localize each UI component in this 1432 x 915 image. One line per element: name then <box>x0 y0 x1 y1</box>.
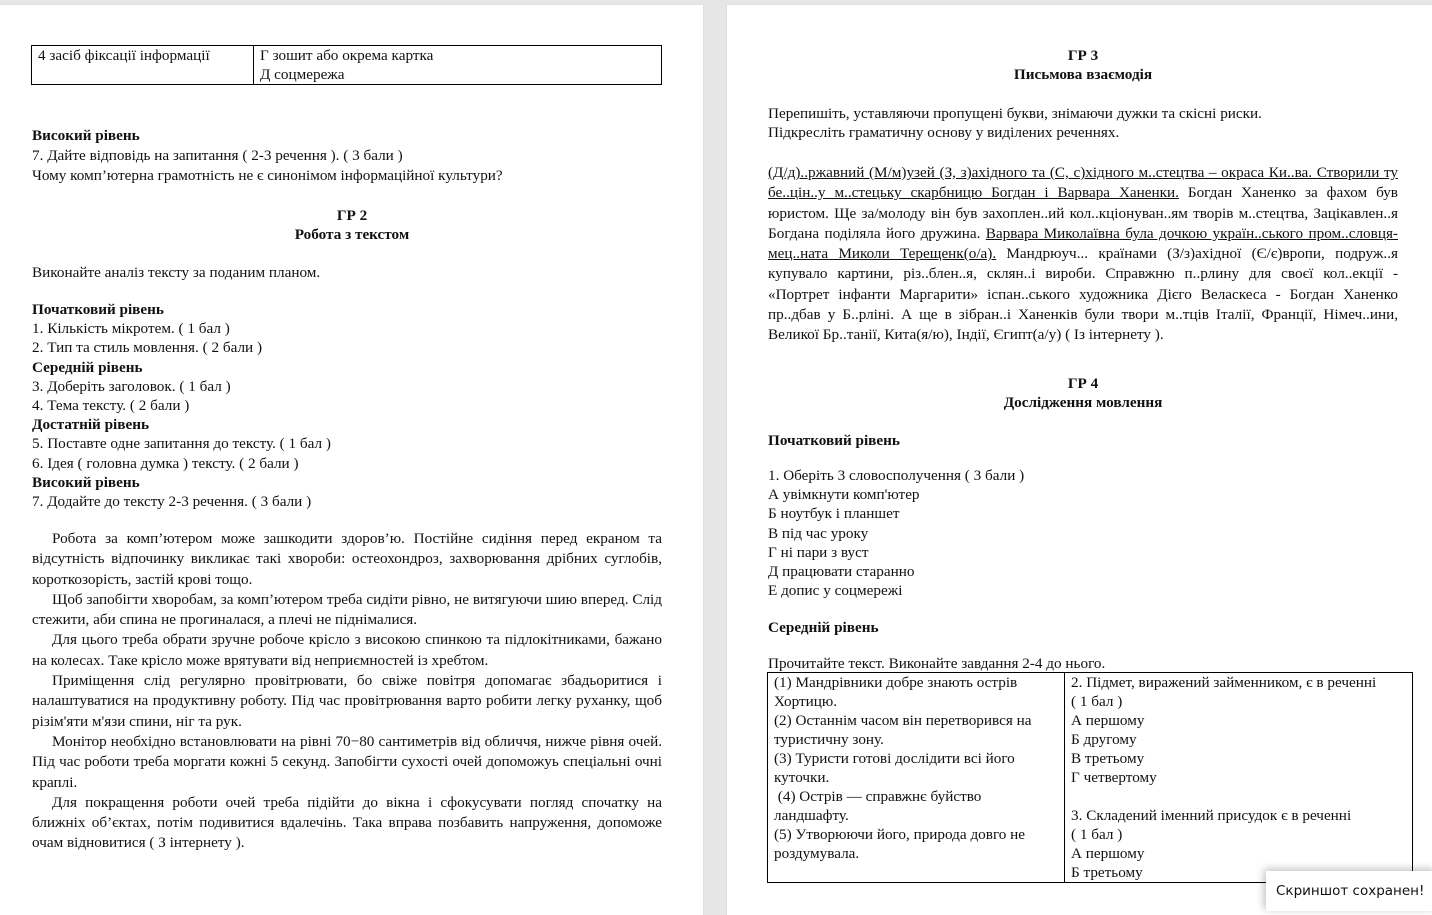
cell-line: (2) Останнім часом він перетворився на <box>774 712 1032 729</box>
table-cell-questions <box>1065 673 1413 883</box>
task-item: 7. Дайте відповідь на запитання ( 2-3 речення ). ( 3 бали ) <box>32 147 403 165</box>
section-subtitle: Дослідження мовлення <box>1003 394 1163 412</box>
instruction-text: Перепишіть, уставляючи пропущені букви, знімаючи дужки та скісні риски. <box>768 105 1262 122</box>
answer-option: А увімкнути комп'ютер <box>768 486 920 504</box>
instruction-text: Прочитайте текст. Виконайте завдання 2-4 до нього. <box>768 655 1106 672</box>
task-item: 5. Поставте одне запитання до тексту. ( 1 бал ) <box>32 435 331 453</box>
cell-line: В третьому <box>1071 750 1145 767</box>
level-heading: Високий рівень <box>32 127 140 144</box>
cell-line: туристичну зону. <box>774 731 884 748</box>
answer-option: Б ноутбук і планшет <box>768 505 900 523</box>
cell-line: Б другому <box>1071 731 1137 748</box>
table-cell-sentences <box>768 673 1065 883</box>
matching-table-fragment <box>31 45 662 85</box>
task-item: 7. Додайте до тексту 2-3 речення. ( 3 бали ) <box>32 493 312 511</box>
document-page-left <box>0 5 703 915</box>
section-title: ГР 3 <box>1067 47 1099 64</box>
cell-line: ( 1 бал ) <box>1071 826 1123 843</box>
task-item: 2. Тип та стиль мовлення. ( 2 бали ) <box>32 339 263 357</box>
answer-option: Г ні пари з вуст <box>768 543 869 561</box>
q1-block <box>768 466 1408 600</box>
cell-line: Хортицю. <box>774 693 838 710</box>
cell-line: (1) Мандрівники добре знають острів <box>774 674 1018 691</box>
table-cell-left <box>32 46 254 85</box>
exercise-text-segment: Богдан Ханенко за фахом був юристом. Ще за/молоду він був захоплен..ий кол..кціонуван..ям творів м..стецтва, Зацікавлен..я Богдана поділяла його дружина. <box>768 184 1398 242</box>
task-item: 3. Доберіть заголовок. ( 1 бал ) <box>32 377 231 395</box>
task-plan <box>32 300 672 511</box>
cell-line: Г зошит або окрема картка <box>260 47 434 64</box>
cell-line: А першому <box>1071 845 1145 862</box>
high-level-block <box>32 126 672 186</box>
gr3-instructions <box>768 104 1408 142</box>
table-cell-right <box>254 46 662 85</box>
highlighted-sentence: Варвара Миколаївна була дочкою україн..ського пром..словця-мец..ната Миколи Терещенк(о/а). <box>768 224 1398 263</box>
cell-line: А першому <box>1071 712 1145 729</box>
cell-line: (5) Утворюючи його, природа довго не <box>774 826 1026 843</box>
cell-line: роздумувала. <box>774 845 860 862</box>
task-item: 1. Оберіть 3 словосполучення ( 3 бали ) <box>768 467 1025 484</box>
instruction-text: Підкресліть граматичну основу у виділених реченнях. <box>768 124 1120 142</box>
cell-line: куточки. <box>774 769 830 786</box>
cell-line: Г четвертому <box>1071 769 1157 786</box>
cell-line: ландшафту. <box>774 807 849 824</box>
article-text <box>32 529 662 854</box>
article-paragraph: Приміщення слід регулярно провітрювати, бо свіже повітря допомагає збадьоритися і налаштуватися на продуктивну роботу. Під час провітрювання варто робити легку руханку, щоб різім'яти м'язи спини, ніг та рук. <box>32 672 662 730</box>
task-item: 6. Ідея ( головна думка ) тексту. ( 2 бали ) <box>32 454 299 472</box>
screenshot-saved-toast[interactable] <box>1266 871 1432 911</box>
level-heading: Середній рівень <box>768 619 879 636</box>
cell-line <box>1071 787 1406 806</box>
task-question: Чому комп’ютерна грамотність не є синонімом інформаційної культури? <box>32 167 503 185</box>
gr3-header <box>768 46 1398 84</box>
cell-line: 2. Підмет, виражений займенником, є в реченні <box>1071 674 1377 691</box>
article-paragraph: Для покращення роботи очей треба підійти до вікна і сфокусувати погляд спочатку на ближніх об’єктах, потім подивитися вдалечінь. Така вправа позбавить напруження, допоможе очам відновитися ( З інтернету ). <box>32 793 662 852</box>
section-subtitle: Письмова взаємодія <box>1013 66 1153 84</box>
level-heading: Достатній рівень <box>32 416 149 434</box>
section-subtitle: Робота з текстом <box>294 226 410 244</box>
task-item: 1. Кількість мікротем. ( 1 бал ) <box>32 320 230 338</box>
answer-option: Д працювати старанно <box>768 563 915 581</box>
task-item: 4. Тема тексту. ( 2 бали ) <box>32 397 190 415</box>
cell-line: (3) Туристи готові дослідити всі його <box>774 750 1015 767</box>
article-paragraph: Монітор необхідно встановлювати на рівні 70−80 сантиметрів від обличчя, нижче рівня очей. Під час роботи треба моргати кожні 5 секунд. Запобігти сухості очей допоможуь спеціальні очні краплі. <box>32 732 662 791</box>
gr4-header <box>768 374 1398 412</box>
cell-line: Д соцмережа <box>260 66 345 83</box>
level-heading: Початковий рівень <box>768 432 900 449</box>
cell-line: Б третьому <box>1071 864 1143 881</box>
answer-option: Е допис у соцмережі <box>768 582 903 600</box>
document-page-right <box>727 5 1432 915</box>
section-title: ГР 2 <box>336 207 368 224</box>
highlighted-sentence: (Д/д)..ржавний (М/м)узей (З, з)ахідного та (С, с)хідного м..стецтва – окраса Ки..ва. Створили ту бе..цін..у м..стецьку скарбницю Богдан і Варвара Ханенки. <box>768 164 1398 202</box>
cell-text: 4 засіб фіксації інформації <box>38 47 210 64</box>
article-paragraph: Для цього треба обрати зручне робоче крісло з високою спинкою та підлокітниками, бажано на колесах. Таке крісло може врятувати від неприємностей із хребтом. <box>32 631 662 669</box>
cell-line: ( 1 бал ) <box>1071 693 1123 710</box>
cell-line: (4) Острів — справжнє буйство <box>774 788 982 805</box>
level-heading: Початковий рівень <box>32 301 164 318</box>
gr2-header <box>32 206 672 244</box>
toast-message: Скриншот сохранен! <box>1276 883 1425 899</box>
cell-line: 3. Складений іменний присудок є в реченні <box>1071 807 1352 824</box>
exercise-text <box>768 163 1398 346</box>
level-heading: Середній рівень <box>32 358 143 376</box>
answer-option: В під час уроку <box>768 524 869 542</box>
text-tasks-table <box>767 672 1413 883</box>
article-paragraph: Робота за комп’ютером може зашкодити здоров’ю. Постійне сидіння перед екраном та відсутність відпочинку викликає такі хвороби: остеохондроз, захворювання дрібних суглобів, короткозорість, застій крові тощо. <box>32 530 662 588</box>
article-paragraph: Щоб запобігти хворобам, за комп’ютером треба сидіти рівно, не витягуючи шию вперед. Слід стежити, аби спина не прогиналася, а плечі не піднімалися. <box>32 590 662 629</box>
level-heading: Високий рівень <box>32 473 140 491</box>
exercise-text-segment: Мандрюуч... країнами (З/з)ахідної (Є/є)вропи, подруж..я купувало картини, різ..блен..я, склян..і вироби. Справжню п..рлину для своєї кол..екції - «Портрет інфанти Маргарити» іспан..ського художника Дієго Веласкеса - Богдан Ханенко пр..дбав у Б..рліні. А ще в зібран..і Ханенків були твори м..тців Італії, Франції, Німеч..ини, Великої Бр..танії, Кита(я/ю), Індії, Єгипт(а/у) ( Із інтернету ). <box>768 245 1398 344</box>
section-title: ГР 4 <box>1067 375 1099 392</box>
instruction-text: Виконайте аналіз тексту за поданим планом. <box>32 264 321 281</box>
